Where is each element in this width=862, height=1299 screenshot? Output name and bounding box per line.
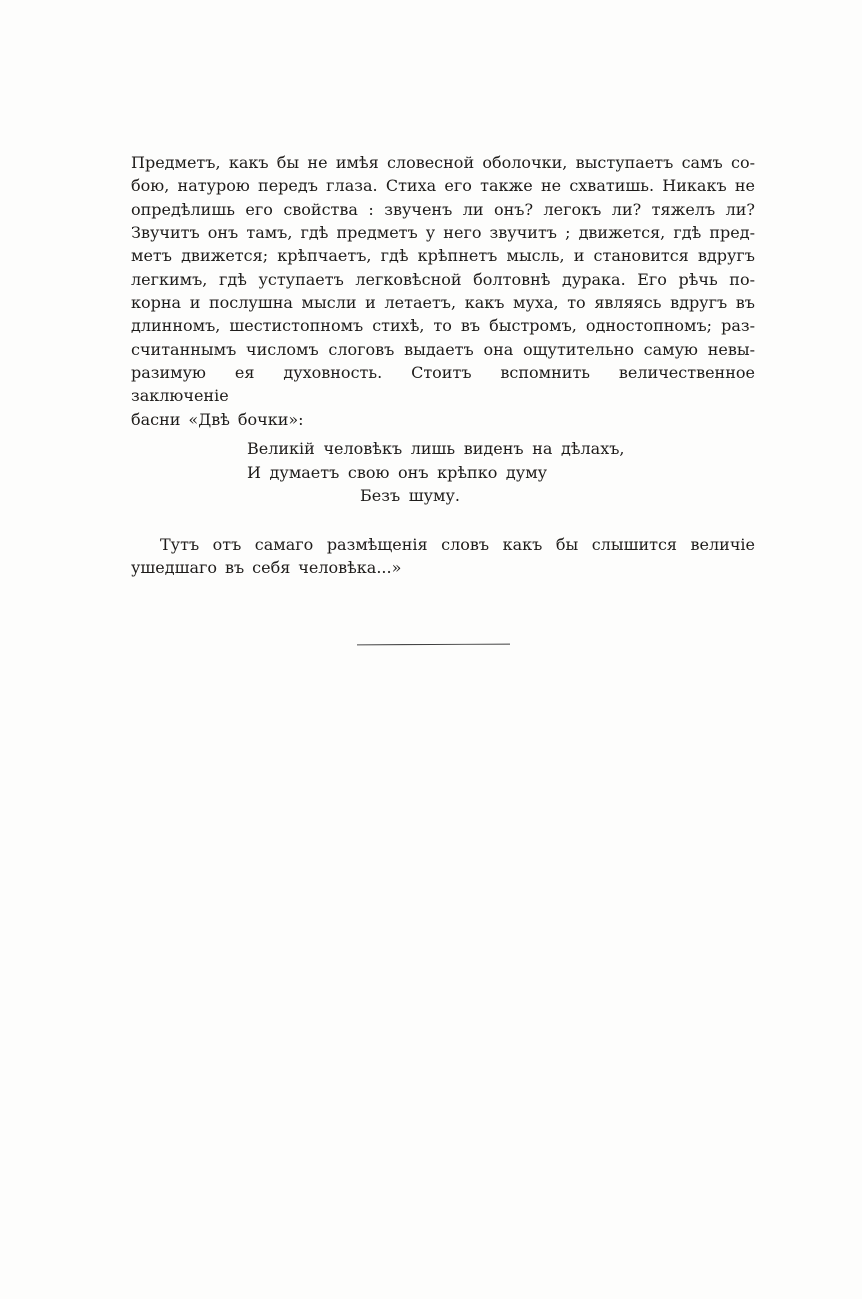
paragraph-closing [131,533,755,580]
section-divider-rule [357,644,510,646]
text-line: длинномъ, шестистопномъ стихѣ, то въ быстромъ, одностопномъ; раз- [131,316,755,336]
verse-line: Безъ шуму. [360,486,460,505]
text-line: Предметъ, какъ бы не имѣя словесной оболочки, выступаетъ самъ со- [131,153,755,172]
text-line: Звучитъ онъ тамъ, гдѣ предметъ у него звучитъ ; движется, гдѣ пред- [131,223,755,243]
text-line: разимую ея духовность. Стоитъ вспомнить величественное заключеніе [131,363,755,406]
verse-quote [247,437,625,508]
text-line: метъ движется; крѣпчаетъ, гдѣ крѣпнетъ мысль, и становится вдругъ [131,246,755,266]
paragraph-main [131,151,755,431]
text-line: Тутъ отъ самаго размѣщенія словъ какъ бы слышится величіе [160,535,755,554]
text-line: басни «Двѣ бочки»: [131,409,304,429]
text-line: легкимъ, гдѣ уступаетъ легковѣсной болтовнѣ дурака. Его рѣчь по- [131,269,755,289]
text-line: бою, натурою передъ глаза. Стиха его также не схватишь. Никакъ не [131,176,755,196]
text-line: считаннымъ числомъ слоговъ выдаетъ она ощутительно самую невы- [131,339,755,359]
text-line: ушедшаго въ себя человѣка...» [131,558,402,578]
text-line: опредѣлишь его свойства : звученъ ли онъ? легокъ ли? тяжелъ ли? [131,199,755,219]
verse-line: И думаетъ свою онъ крѣпко думу [247,462,548,482]
text-line: корна и послушна мысли и летаетъ, какъ муха, то являясь вдругъ въ [131,293,755,313]
verse-line: Великій человѣкъ лишь виденъ на дѣлахъ, [247,439,625,458]
